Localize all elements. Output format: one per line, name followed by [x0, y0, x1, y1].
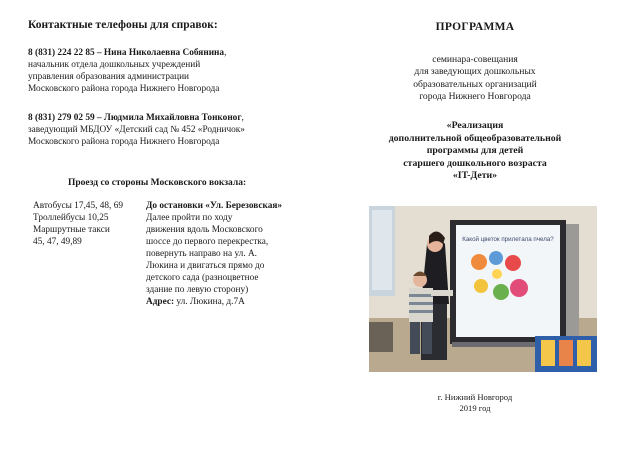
contact-1-line: управления образования администрации [28, 72, 190, 83]
footer-year: 2019 год [459, 402, 491, 413]
contact-1: 8 (831) 224 22 85 – Нина Николаевна Собянина, начальник отдела дошкольных учреждений управления образования администрации Московского района города Нижнего Новгорода [28, 47, 318, 95]
footer-city: г. Нижний Новгород [437, 392, 513, 402]
address-label: Адрес: [146, 297, 175, 307]
direction-line: Люкина и двигаться прямо до [146, 261, 265, 271]
subtitle-line: образовательных организаций [413, 78, 537, 90]
contacts-heading: Контактные телефоны для справок: [28, 19, 218, 31]
transport-item: Маршрутные такси [33, 225, 110, 235]
bus-stop: До остановки «Ул. Березовская» [146, 201, 283, 211]
theme-line: «Реализация [446, 120, 504, 131]
classroom-photo [369, 206, 597, 372]
direction-line: движения вдоль Московского [146, 225, 263, 235]
subtitle-line: города Нижнего Новгорода [419, 91, 531, 103]
route-title: Проезд со стороны Московского вокзала: [68, 178, 247, 188]
contact-2-line: Московского района города Нижнего Новгорода [28, 137, 220, 148]
contact-2-phone: 8 (831) 279 02 59 – Людмила Михайловна Тонконог [28, 113, 242, 123]
direction-line: повернуть направо на ул. А. [146, 249, 258, 259]
subtitle-line: семинара-совещания [432, 54, 518, 65]
transport-item: Автобусы 17,45, 48, 69 [33, 201, 123, 211]
footer [345, 392, 605, 413]
directions [146, 200, 316, 308]
address-value: ул. Люкина, д.7А [176, 297, 245, 307]
direction-line: шоссе до первого перекрестка, [146, 237, 269, 247]
classroom-photo-illustration [369, 206, 597, 372]
direction-line: Далее пройти по ходу [146, 213, 233, 223]
program-title: ПРОГРАММА [435, 21, 515, 33]
theme-line: старшего дошкольного возраста [403, 157, 547, 169]
contact-1-line: Московского района города Нижнего Новгорода [28, 84, 220, 95]
theme-line: программы для детей [426, 145, 524, 157]
program-theme [345, 120, 605, 183]
board-text: Какой цветок прилетала пчела? [462, 236, 554, 243]
contact-1-phone: 8 (831) 224 22 85 – Нина Николаевна Собянина [28, 48, 225, 58]
contact-1-line: начальник отдела дошкольных учреждений [28, 60, 201, 71]
subtitle-line: для заведующих дошкольных [414, 66, 536, 78]
direction-line: детского сада (разноцветное [146, 273, 259, 283]
transport-list [33, 200, 143, 248]
transport-item: 45, 47, 49,89 [33, 237, 82, 247]
direction-line: здание по левую сторону) [146, 285, 249, 295]
contact-2: 8 (831) 279 02 59 – Людмила Михайловна Тонконог, заведующий МБДОУ «Детский сад № 452 «Родничок» Московского района города Нижнего Новгорода [28, 112, 318, 148]
address [146, 296, 316, 308]
contact-2-line: заведующий МБДОУ «Детский сад № 452 «Родничок» [28, 125, 245, 136]
theme-line: «IT-Дети» [452, 170, 498, 182]
program-subtitle [345, 54, 605, 104]
transport-item: Троллейбусы 10,25 [33, 213, 109, 223]
theme-line: дополнительной общеобразовательной [388, 132, 562, 144]
